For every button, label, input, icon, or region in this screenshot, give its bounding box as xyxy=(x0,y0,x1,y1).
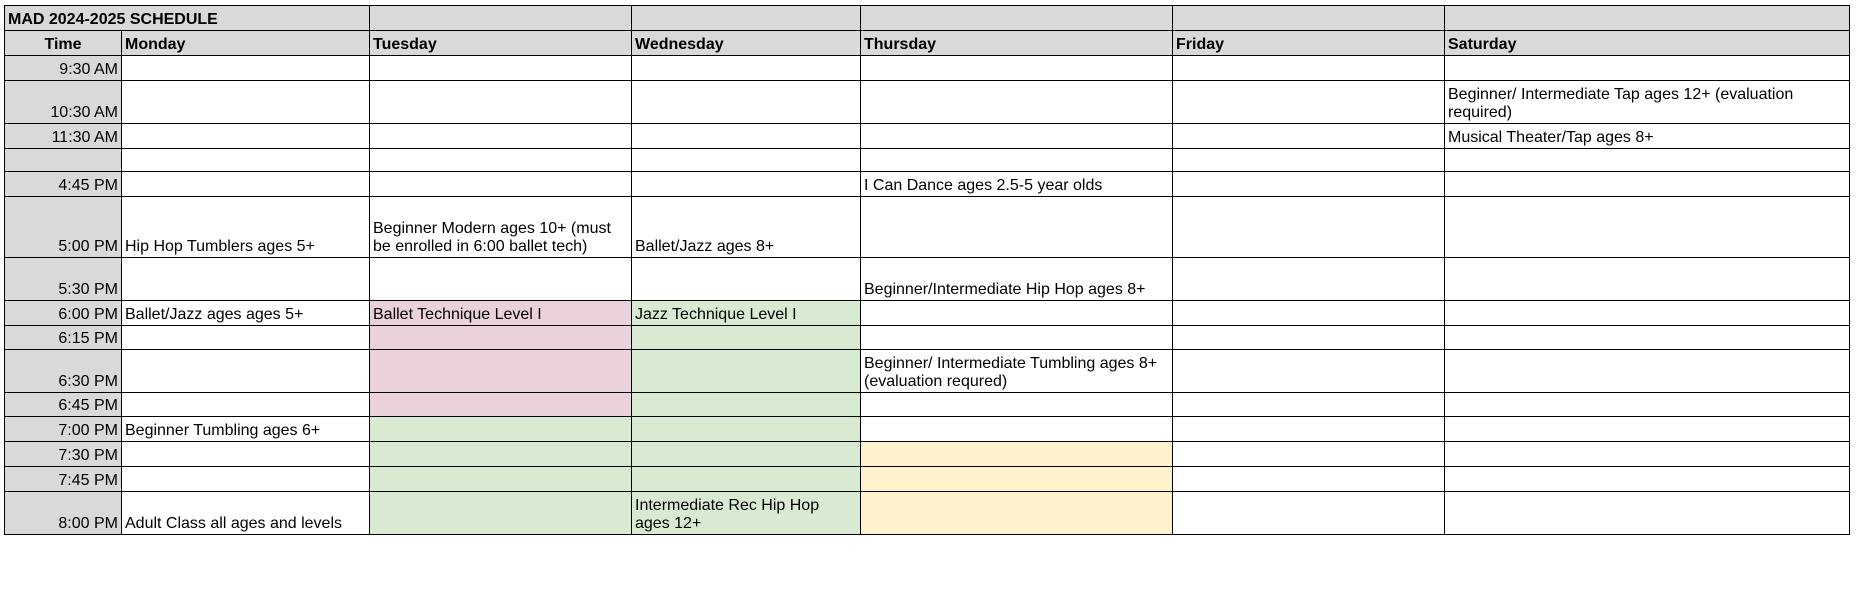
empty-cell-tuesday[interactable] xyxy=(370,442,632,467)
time-cell[interactable]: 9:30 AM xyxy=(5,56,122,81)
empty-cell-tuesday[interactable] xyxy=(370,326,632,350)
empty-cell-thursday[interactable] xyxy=(861,442,1173,467)
empty-cell-wednesday[interactable] xyxy=(632,442,861,467)
empty-cell-saturday[interactable] xyxy=(1445,442,1850,467)
empty-cell-friday[interactable] xyxy=(1173,149,1445,172)
schedule-row xyxy=(5,149,1850,172)
class-cell-thursday[interactable]: I Can Dance ages 2.5-5 year olds xyxy=(861,172,1173,197)
empty-cell-monday[interactable] xyxy=(122,56,370,81)
empty-cell-thursday[interactable] xyxy=(861,467,1173,492)
empty-cell-tuesday[interactable] xyxy=(370,124,632,149)
class-cell-monday[interactable]: Hip Hop Tumblers ages 5+ xyxy=(122,197,370,258)
title-row-blank-cell[interactable] xyxy=(632,6,861,31)
class-cell-thursday[interactable]: Beginner/Intermediate Hip Hop ages 8+ xyxy=(861,258,1173,301)
schedule-row xyxy=(5,301,1850,326)
empty-cell-friday[interactable] xyxy=(1173,172,1445,197)
empty-cell-monday[interactable] xyxy=(122,172,370,197)
empty-cell-friday[interactable] xyxy=(1173,326,1445,350)
empty-cell-tuesday[interactable] xyxy=(370,172,632,197)
empty-cell-tuesday[interactable] xyxy=(370,417,632,442)
empty-cell-saturday[interactable] xyxy=(1445,350,1850,393)
schedule-row xyxy=(5,442,1850,467)
empty-cell-monday[interactable] xyxy=(122,124,370,149)
time-cell[interactable]: 6:15 PM xyxy=(5,326,122,350)
class-cell-wednesday[interactable]: Jazz Technique Level I xyxy=(632,301,861,326)
time-cell[interactable]: 10:30 AM xyxy=(5,81,122,124)
day-header-friday[interactable]: Friday xyxy=(1173,31,1445,56)
schedule-row xyxy=(5,197,1850,258)
empty-cell-wednesday[interactable] xyxy=(632,417,861,442)
empty-cell-thursday[interactable] xyxy=(861,492,1173,535)
empty-cell-saturday[interactable] xyxy=(1445,172,1850,197)
empty-cell-friday[interactable] xyxy=(1173,258,1445,301)
empty-cell-monday[interactable] xyxy=(122,393,370,417)
time-cell[interactable] xyxy=(5,149,122,172)
empty-cell-tuesday[interactable] xyxy=(370,258,632,301)
day-header-tuesday[interactable]: Tuesday xyxy=(370,31,632,56)
empty-cell-tuesday[interactable] xyxy=(370,350,632,393)
empty-cell-friday[interactable] xyxy=(1173,124,1445,149)
time-cell[interactable]: 11:30 AM xyxy=(5,124,122,149)
day-header-thursday[interactable]: Thursday xyxy=(861,31,1173,56)
empty-cell-thursday[interactable] xyxy=(861,197,1173,258)
title-row-blank-cell[interactable] xyxy=(1173,6,1445,31)
empty-cell-friday[interactable] xyxy=(1173,417,1445,442)
empty-cell-tuesday[interactable] xyxy=(370,149,632,172)
schedule-row xyxy=(5,172,1850,197)
empty-cell-wednesday[interactable] xyxy=(632,56,861,81)
empty-cell-friday[interactable] xyxy=(1173,350,1445,393)
empty-cell-wednesday[interactable] xyxy=(632,124,861,149)
empty-cell-monday[interactable] xyxy=(122,149,370,172)
time-cell[interactable]: 6:45 PM xyxy=(5,393,122,417)
time-cell[interactable]: 6:00 PM xyxy=(5,301,122,326)
day-header-saturday[interactable]: Saturday xyxy=(1445,31,1850,56)
day-header-wednesday[interactable]: Wednesday xyxy=(632,31,861,56)
empty-cell-thursday[interactable] xyxy=(861,326,1173,350)
class-cell-monday[interactable]: Beginner Tumbling ages 6+ xyxy=(122,417,370,442)
class-cell-thursday[interactable]: Beginner/ Intermediate Tumbling ages 8+ (evaluation requred) xyxy=(861,350,1173,393)
empty-cell-saturday[interactable] xyxy=(1445,393,1850,417)
empty-cell-saturday[interactable] xyxy=(1445,417,1850,442)
schedule-sheet xyxy=(4,5,1850,535)
empty-cell-saturday[interactable] xyxy=(1445,301,1850,326)
class-cell-monday[interactable]: Adult Class all ages and levels xyxy=(122,492,370,535)
empty-cell-saturday[interactable] xyxy=(1445,467,1850,492)
empty-cell-wednesday[interactable] xyxy=(632,326,861,350)
day-header-monday[interactable]: Monday xyxy=(122,31,370,56)
empty-cell-saturday[interactable] xyxy=(1445,326,1850,350)
class-cell-saturday[interactable]: Beginner/ Intermediate Tap ages 12+ (evaluation required) xyxy=(1445,81,1850,124)
time-cell[interactable]: 6:30 PM xyxy=(5,350,122,393)
empty-cell-thursday[interactable] xyxy=(861,81,1173,124)
empty-cell-monday[interactable] xyxy=(122,326,370,350)
header-row xyxy=(5,31,1850,56)
class-cell-wednesday[interactable]: Ballet/Jazz ages 8+ xyxy=(632,197,861,258)
empty-cell-tuesday[interactable] xyxy=(370,56,632,81)
schedule-row xyxy=(5,326,1850,350)
empty-cell-thursday[interactable] xyxy=(861,124,1173,149)
title-row-blank-cell[interactable] xyxy=(370,6,632,31)
empty-cell-monday[interactable] xyxy=(122,467,370,492)
time-cell[interactable]: 7:45 PM xyxy=(5,467,122,492)
time-cell[interactable]: 4:45 PM xyxy=(5,172,122,197)
time-cell[interactable]: 8:00 PM xyxy=(5,492,122,535)
schedule-row xyxy=(5,492,1850,535)
empty-cell-friday[interactable] xyxy=(1173,56,1445,81)
empty-cell-wednesday[interactable] xyxy=(632,149,861,172)
empty-cell-friday[interactable] xyxy=(1173,442,1445,467)
empty-cell-friday[interactable] xyxy=(1173,467,1445,492)
title-row xyxy=(5,6,1850,31)
time-cell[interactable]: 5:00 PM xyxy=(5,197,122,258)
empty-cell-wednesday[interactable] xyxy=(632,350,861,393)
empty-cell-wednesday[interactable] xyxy=(632,172,861,197)
empty-cell-friday[interactable] xyxy=(1173,81,1445,124)
schedule-title[interactable]: MAD 2024-2025 SCHEDULE xyxy=(5,6,370,31)
empty-cell-saturday[interactable] xyxy=(1445,56,1850,81)
time-cell[interactable]: 7:00 PM xyxy=(5,417,122,442)
empty-cell-friday[interactable] xyxy=(1173,301,1445,326)
schedule-row xyxy=(5,81,1850,124)
empty-cell-thursday[interactable] xyxy=(861,149,1173,172)
empty-cell-saturday[interactable] xyxy=(1445,197,1850,258)
empty-cell-wednesday[interactable] xyxy=(632,258,861,301)
class-cell-tuesday[interactable]: Ballet Technique Level I xyxy=(370,301,632,326)
class-cell-saturday[interactable]: Musical Theater/Tap ages 8+ xyxy=(1445,124,1850,149)
class-cell-monday[interactable]: Ballet/Jazz ages ages 5+ xyxy=(122,301,370,326)
title-row-blank-cell[interactable] xyxy=(1445,6,1850,31)
empty-cell-friday[interactable] xyxy=(1173,197,1445,258)
schedule-row xyxy=(5,467,1850,492)
time-cell[interactable]: 5:30 PM xyxy=(5,258,122,301)
empty-cell-wednesday[interactable] xyxy=(632,81,861,124)
empty-cell-thursday[interactable] xyxy=(861,56,1173,81)
class-cell-wednesday[interactable]: Intermediate Rec Hip Hop ages 12+ xyxy=(632,492,861,535)
schedule-row xyxy=(5,350,1850,393)
empty-cell-wednesday[interactable] xyxy=(632,393,861,417)
time-column-header[interactable]: Time xyxy=(5,31,122,56)
empty-cell-tuesday[interactable] xyxy=(370,81,632,124)
schedule-row xyxy=(5,124,1850,149)
schedule-row xyxy=(5,417,1850,442)
time-cell[interactable]: 7:30 PM xyxy=(5,442,122,467)
empty-cell-wednesday[interactable] xyxy=(632,467,861,492)
empty-cell-friday[interactable] xyxy=(1173,393,1445,417)
empty-cell-saturday[interactable] xyxy=(1445,149,1850,172)
schedule-table xyxy=(4,5,1850,535)
empty-cell-thursday[interactable] xyxy=(861,417,1173,442)
empty-cell-monday[interactable] xyxy=(122,258,370,301)
empty-cell-thursday[interactable] xyxy=(861,301,1173,326)
schedule-row xyxy=(5,393,1850,417)
empty-cell-friday[interactable] xyxy=(1173,492,1445,535)
class-cell-tuesday[interactable]: Beginner Modern ages 10+ (must be enrolled in 6:00 ballet tech) xyxy=(370,197,632,258)
schedule-row xyxy=(5,56,1850,81)
empty-cell-tuesday[interactable] xyxy=(370,467,632,492)
title-row-blank-cell[interactable] xyxy=(861,6,1173,31)
empty-cell-saturday[interactable] xyxy=(1445,492,1850,535)
empty-cell-monday[interactable] xyxy=(122,350,370,393)
schedule-row xyxy=(5,258,1850,301)
empty-cell-monday[interactable] xyxy=(122,442,370,467)
empty-cell-monday[interactable] xyxy=(122,81,370,124)
empty-cell-tuesday[interactable] xyxy=(370,393,632,417)
empty-cell-tuesday[interactable] xyxy=(370,492,632,535)
empty-cell-thursday[interactable] xyxy=(861,393,1173,417)
empty-cell-saturday[interactable] xyxy=(1445,258,1850,301)
